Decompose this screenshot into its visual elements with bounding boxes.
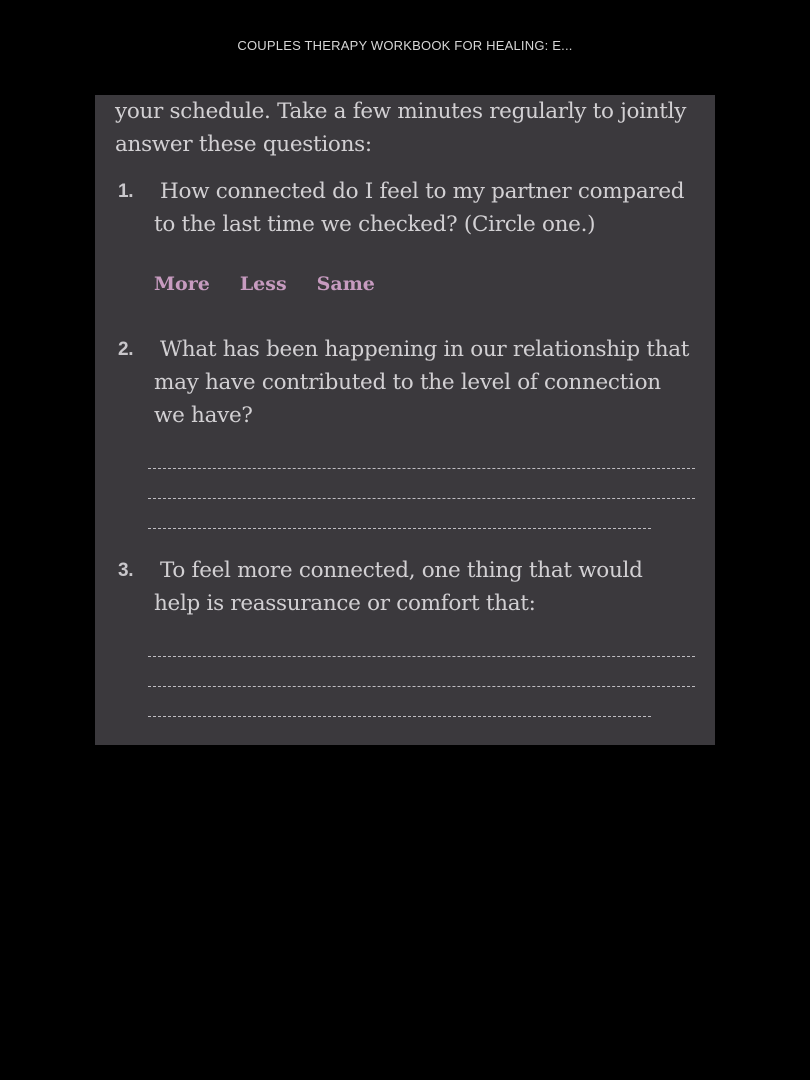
answer-line[interactable] (148, 702, 695, 732)
question-number: 3. (118, 560, 134, 581)
question-number: 2. (118, 339, 134, 360)
option-same[interactable]: Same (316, 273, 375, 295)
book-page (95, 95, 715, 745)
question-1 (115, 175, 695, 241)
answer-line[interactable] (148, 672, 695, 702)
question-number: 1. (118, 181, 134, 202)
answer-line[interactable] (148, 484, 695, 514)
question-text: How connected do I feel to my partner compared to the last time we checked? (Circle one.) (154, 179, 685, 237)
intro-paragraph: your schedule. Take a few minutes regularly to jointly answer these questions: (115, 99, 687, 157)
question-text: To feel more connected, one thing that would help is reassurance or comfort that: (154, 558, 643, 616)
answer-line[interactable] (148, 642, 695, 672)
option-more[interactable]: More (154, 273, 210, 295)
answer-line[interactable] (148, 454, 695, 484)
answer-lines-3 (148, 642, 695, 732)
book-title: COUPLES THERAPY WORKBOOK FOR HEALING: E... (237, 38, 573, 53)
question-3 (115, 554, 695, 620)
question-text: What has been happening in our relationship that may have contributed to the level of connection we have? (154, 337, 690, 428)
question-2 (115, 333, 695, 432)
answer-line[interactable] (148, 514, 695, 544)
answer-lines-2 (148, 454, 695, 544)
circle-one-options (115, 273, 695, 333)
option-less[interactable]: Less (239, 273, 287, 295)
